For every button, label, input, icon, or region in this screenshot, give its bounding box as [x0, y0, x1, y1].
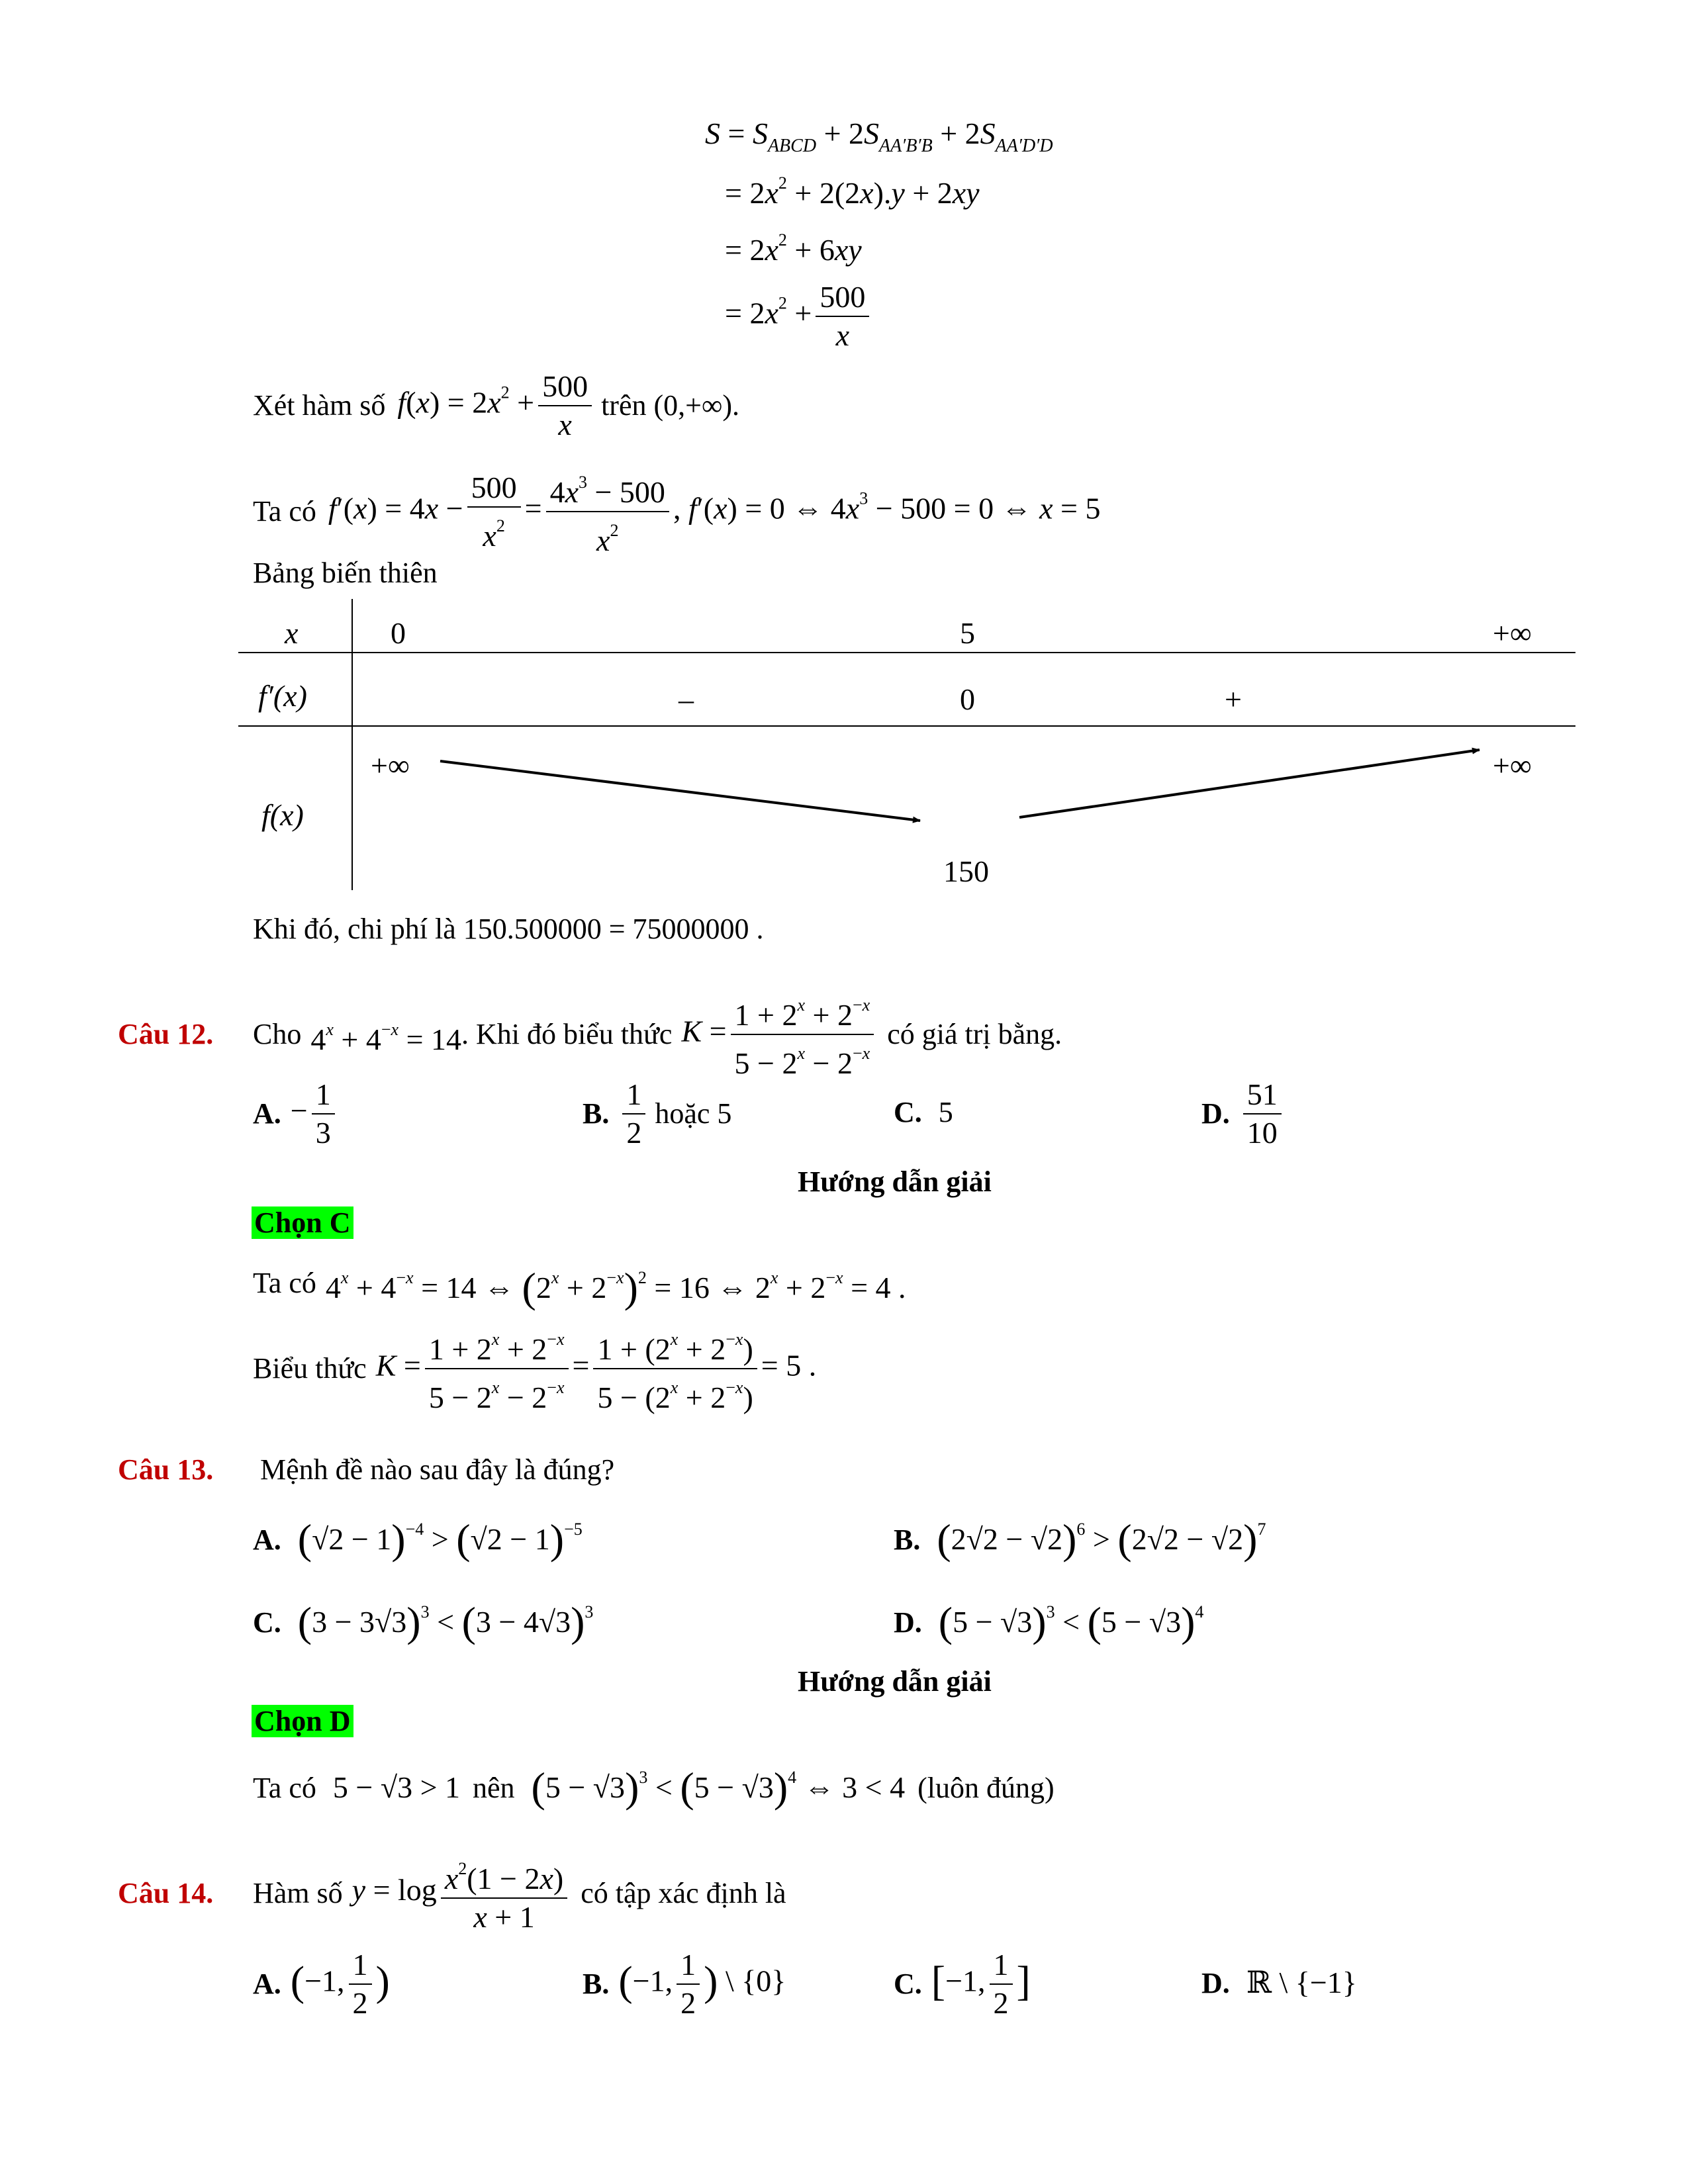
q14-stem-a: Hàm số: [253, 1876, 343, 1909]
q14-option-d-text: ℝ \ {−1}: [1246, 1966, 1357, 1999]
q12-stem-a: Cho: [253, 1018, 302, 1050]
q14-option-b: B. (−1, $\frac{1}{2}$ ) \ {0}: [583, 1948, 786, 2020]
q14-option-d: [1201, 1966, 1357, 2001]
q12-option-c-letter: C.: [894, 1096, 922, 1128]
q13-stem-text: Mệnh đề nào sau đây là đúng?: [260, 1453, 615, 1486]
q12-choice: [252, 1206, 353, 1240]
table-row-fprime-label: f′(x): [258, 679, 307, 713]
q14-option-c-letter: C.: [894, 1968, 922, 2000]
q14-option-a-letter: A.: [253, 1968, 281, 2000]
q12-condition: $4^x + 4^{-x} = 14$: [310, 1019, 462, 1056]
q13-sol-lead: Ta có: [253, 1772, 316, 1804]
q12-guide: Hướng dẫn giải: [798, 1165, 992, 1198]
table-x-inf: +∞: [1493, 616, 1532, 650]
q13-option-a: A. $(√2 - 1)^{-4} > (√2 - 1)^{-5}$: [253, 1516, 583, 1563]
derivation-line-1: $S = S_{ABCD} + 2S_{AA'B'B} + 2S_{AA'D'D}$: [705, 116, 1053, 156]
q13-option-c-letter: C.: [253, 1606, 281, 1639]
q14-option-a: A. (−1, $\frac{1}{2}$ ): [253, 1948, 390, 2020]
q13-sol-mid: nên: [473, 1772, 515, 1804]
q12-choice-highlight: Chọn C: [252, 1206, 353, 1239]
q13-label: Câu 13.: [118, 1453, 214, 1486]
table-fprime-zero: 0: [960, 682, 975, 716]
q12-label: Câu 12.: [118, 1018, 214, 1050]
q14-stem-b: có tập xác định là: [581, 1876, 786, 1909]
table-f-min: 150: [943, 854, 989, 888]
q13-option-c: C. $(3 - 3√3)^3 < (3 - 4√3)^3$: [253, 1598, 594, 1645]
q12-sol2-lead: Biểu thức: [253, 1352, 367, 1385]
table-f-start: +∞: [371, 749, 410, 782]
q12-solution-1: Ta có $4^x + 4^{-x} = 14$ ⇔ $(2^x + 2^{-x})^2 = 16$ ⇔ $2^x + 2^{-x} = 4$ .: [253, 1264, 906, 1311]
q12-option-d: D. $\frac{51}{10}$: [1201, 1079, 1286, 1149]
q13-sol-tail: (luôn đúng): [917, 1772, 1055, 1804]
table-fprime-plus: +: [1225, 682, 1242, 716]
q12-stem-c: có giá trị bằng.: [887, 1018, 1062, 1050]
table-x-0: 0: [391, 616, 406, 650]
q12-stem-b: . Khi đó biểu thức: [461, 1018, 673, 1050]
table-row-f-label: f(x): [261, 798, 304, 832]
derivative-lead: Ta có: [253, 495, 316, 527]
consider-formula: $f(x) = 2x^2$ + $\frac{500}{x}$: [397, 371, 596, 441]
q13-option-d-letter: D.: [894, 1606, 922, 1639]
q12-option-b: B. $\frac{1}{2}$ hoặc 5: [583, 1077, 732, 1150]
q12-option-c: [894, 1095, 953, 1130]
q12-option-a-letter: A.: [253, 1097, 281, 1130]
q12-option-b-letter: B.: [583, 1097, 610, 1130]
q12-option-c-text: 5: [938, 1096, 953, 1128]
table-fprime-minus: –: [679, 682, 694, 716]
q13-option-a-letter: A.: [253, 1524, 281, 1556]
cost-line: Khi đó, chi phí là 150.500000 = 75000000 .: [253, 913, 764, 945]
table-title: Bảng biến thiên: [253, 557, 438, 589]
q12-stem: [118, 989, 1062, 1079]
table-f-end: +∞: [1493, 749, 1532, 782]
q13-solution: Ta có 5 − √3 > 1 nên $(5 - √3)^3 < (5 - √3)^4$ ⇔ 3 < 4 (luôn đúng): [253, 1764, 1055, 1811]
q13-choice: [252, 1704, 353, 1739]
q13-choice-highlight: Chọn D: [252, 1705, 353, 1737]
q14-option-b-letter: B.: [583, 1968, 610, 2000]
q13-option-b-letter: B.: [894, 1524, 921, 1556]
table-row-x-label: x: [285, 616, 299, 650]
q12-option-a: A. − $\frac{1}{3}$: [253, 1079, 339, 1149]
derivation-line-3: = $2x^2 + 6xy$: [725, 230, 862, 267]
consider-lead: Xét hàm số: [253, 389, 386, 422]
q14-option-c: C. [−1, $\frac{1}{2}$ ]: [894, 1948, 1031, 2020]
q13-option-d: D. $(5 - √3)^3 < (5 - √3)^4$: [894, 1598, 1204, 1645]
table-x-5: 5: [960, 616, 975, 650]
derivation-line-4: = $2x^2$ + $\frac{500}{x}$: [725, 281, 873, 351]
q12-option-d-letter: D.: [1201, 1097, 1230, 1130]
q12-sol1-lead: Ta có: [253, 1266, 316, 1299]
table-arrows: [0, 0, 1688, 927]
q13-stem: [118, 1453, 614, 1487]
arrow-increasing: [1019, 750, 1479, 817]
q13-option-b: B. $(2√2 - √2)^6 > (2√2 - √2)^7$: [894, 1516, 1266, 1563]
q13-guide: Hướng dẫn giải: [798, 1665, 992, 1698]
q14-function: y = log $\frac{x^2(1 - 2x)}{x + 1}$: [352, 1853, 572, 1933]
q12-expression: K = $\frac{1 + 2^x + 2^{-x}}{5 - 2^x - 2^{-x}}$: [681, 989, 878, 1079]
q14-label: Câu 14.: [118, 1876, 214, 1909]
q14-option-d-letter: D.: [1201, 1967, 1230, 1999]
derivation-line-2: = $2x^2 + 2(2x).y + 2xy$: [725, 173, 980, 210]
consider-tail: trên (0,+∞).: [601, 389, 739, 422]
derivative-formula: f′(x) = 4x − $\frac{500}{x^2}$ = $\frac{4x^3 - 500}{x^2}$ , f′(x) = 0 ⇔ $4x^3 - 500 = 0$ ⇔ x = 5: [328, 467, 1101, 557]
arrow-decreasing: [440, 761, 920, 821]
q14-stem: [118, 1853, 786, 1933]
q12-solution-2: Biểu thức K = $\frac{1 + 2^x + 2^{-x}}{5 - 2^x - 2^{-x}}$ = $\frac{1 + (2^x + 2^{-x})}{5 - (2^x + 2^{-x})}$ = 5 .: [253, 1324, 816, 1414]
